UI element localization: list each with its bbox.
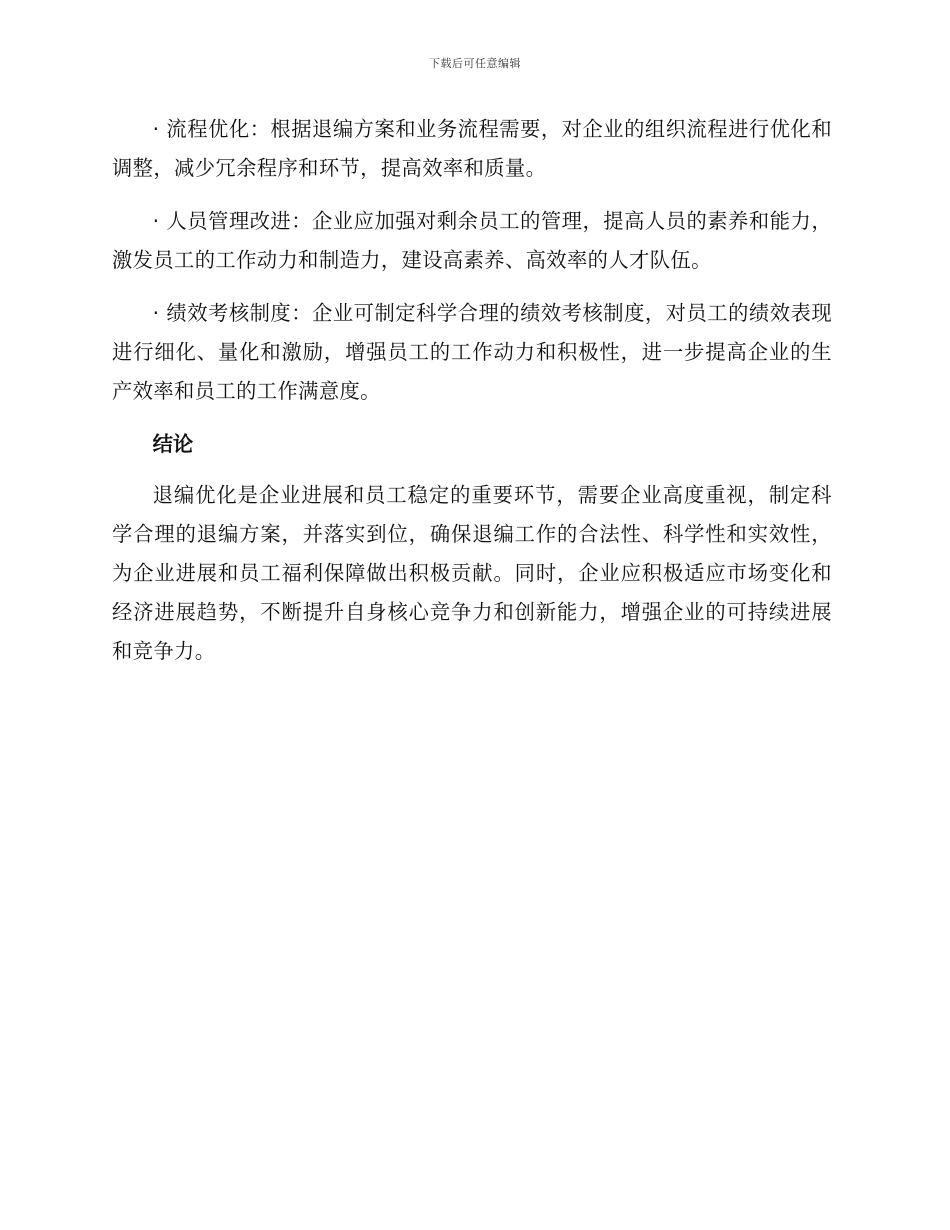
paragraph-personnel-management: · 人员管理改进：企业应加强对剩余员工的管理，提高人员的素养和能力，激发员工的工作动力和制造力，建设高素养、高效率的人才队伍。: [112, 209, 832, 272]
paragraph-performance-appraisal: · 绩效考核制度：企业可制定科学合理的绩效考核制度，对员工的绩效表现进行细化、量化和激励，增强员工的工作动力和积极性，进一步提高企业的生产效率和员工的工作满意度。: [112, 301, 832, 403]
document-body: [112, 110, 832, 685]
page-header: 下载后可任意编辑: [429, 57, 521, 70]
paragraph-process-optimization: · 流程优化：根据退编方案和业务流程需要，对企业的组织流程进行优化和调整，减少冗余程序和环节，提高效率和质量。: [112, 117, 832, 180]
section-heading-conclusion: 结论: [152, 432, 194, 456]
paragraph-conclusion: 退编优化是企业进展和员工稳定的重要环节，需要企业高度重视，制定科学合理的退编方案，并落实到位，确保退编工作的合法性、科学性和实效性，为企业进展和员工福利保障做出积极贡献。同时，企业应积极适应市场变化和经济进展趋势，不断提升自身核心竞争力和创新能力，增强企业的可持续进展和竞争力。: [112, 483, 832, 663]
